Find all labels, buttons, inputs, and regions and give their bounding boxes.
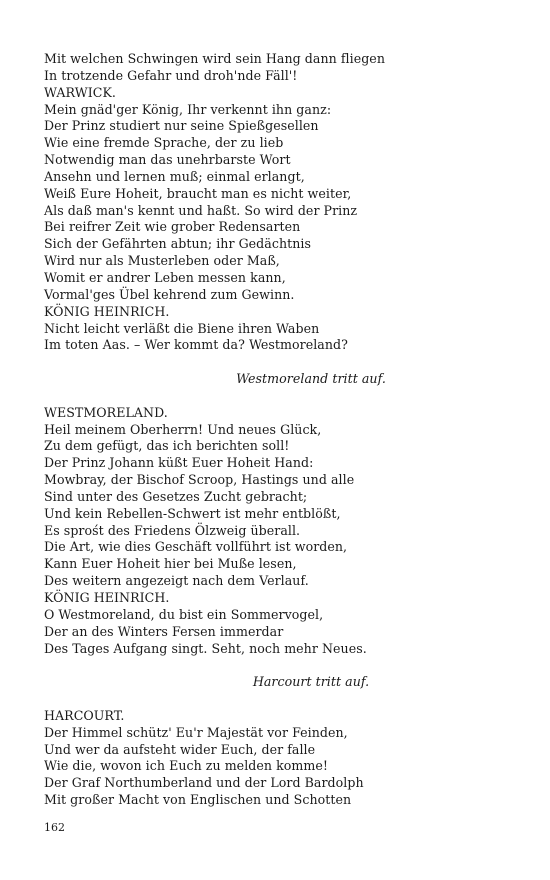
page-number: 162 (44, 821, 65, 834)
verse-line: Kann Euer Hoheit hier bei Muße lesen, (44, 556, 297, 572)
verse-line: Der Graf Northumberland und der Lord Bardolph (44, 775, 364, 791)
verse-line: Der Prinz studiert nur seine Spießgesellen (44, 118, 319, 134)
verse-line: Womit er andrer Leben messen kann, (44, 269, 286, 285)
verse-line: Bei reifrer Zeit wie grober Redensarten (44, 219, 301, 235)
verse-line: Mit welchen Schwingen wird sein Hang dann fliegen (44, 51, 385, 66)
blank-line (44, 388, 514, 405)
stage-direction: Westmoreland tritt auf. (236, 371, 386, 387)
blank-line (44, 691, 514, 708)
verse-line: Es sprośt des Friedens Ölzweig überall. (44, 522, 301, 538)
verse-line: Die Art, wie dies Geschäft vollführt ist worden, (44, 539, 348, 555)
verse-line: Im toten Aas. – Wer kommt da? Westmoreland? (44, 337, 348, 353)
verse-line: O Westmoreland, du bist ein Sommervogel, (44, 606, 324, 622)
verse-line: Des Tages Aufgang singt. Seht, noch mehr Neues. (44, 640, 367, 656)
verse-line: Als daß man's kennt und haßt. So wird der Prinz (44, 202, 358, 218)
verse-line: In trotzende Gefahr und droh'nde Fäll'! (44, 67, 298, 83)
verse-line: Und wer da aufsteht wider Euch, der falle (44, 741, 316, 757)
verse-line: Der Prinz Johann küßt Euer Hoheit Hand: (44, 455, 314, 471)
verse-line: Der Himmel schütz' Eu'r Majestät vor Feinden, (44, 724, 348, 740)
verse-line: Mowbray, der Bischof Scroop, Hastings und alle (44, 472, 355, 488)
verse-line: Mit großer Macht von Englischen und Schotten (44, 792, 352, 808)
verse-line: Wie eine fremde Sprache, der zu lieb (44, 135, 284, 151)
verse-line: Der an des Winters Fersen immerdar (44, 623, 284, 639)
verse-line: Ansehn und lernen muß; einmal erlangt, (44, 168, 305, 184)
verse-line: Notwendig man das unehrbarste Wort (44, 152, 291, 168)
verse-line: Weiß Eure Hoheit, braucht man es nicht weiter, (44, 185, 352, 201)
verse-line: Heil meinem Oberherrn! Und neues Glück, (44, 421, 322, 437)
speaker-name: WARWICK. (44, 84, 116, 100)
verse-line: Wie die, wovon ich Euch zu melden komme! (44, 758, 329, 774)
verse-text (44, 51, 514, 809)
verse-line: Des weitern angezeigt nach dem Verlauf. (44, 573, 309, 589)
verse-line: Wird nur als Musterleben oder Maß, (44, 253, 280, 269)
blank-line (44, 354, 514, 371)
verse-line: Zu dem gefügt, das ich berichten soll! (44, 438, 290, 454)
speaker-name: KÖNIG HEINRICH. (44, 303, 170, 319)
speaker-name: KÖNIG HEINRICH. (44, 590, 170, 605)
verse-line: Und kein Rebellen-Schwert ist mehr entblößt, (44, 505, 341, 521)
verse-line: Mein gnäd'ger König, Ihr verkennt ihn ganz: (44, 101, 332, 117)
verse-line: Sich der Gefährten abtun; ihr Gedächtnis (44, 236, 311, 252)
verse-line: Nicht leicht verläßt die Biene ihren Waben (44, 320, 320, 336)
stage-direction: Harcourt tritt auf. (252, 674, 370, 690)
verse-line: Sind unter des Gesetzes Zucht gebracht; (44, 488, 308, 504)
speaker-name: HARCOURT. (44, 707, 125, 723)
verse-line: Vormal'ges Übel kehrend zum Gewinn. (44, 286, 295, 302)
blank-line (44, 657, 514, 674)
speaker-name: WESTMORELAND. (44, 404, 168, 420)
